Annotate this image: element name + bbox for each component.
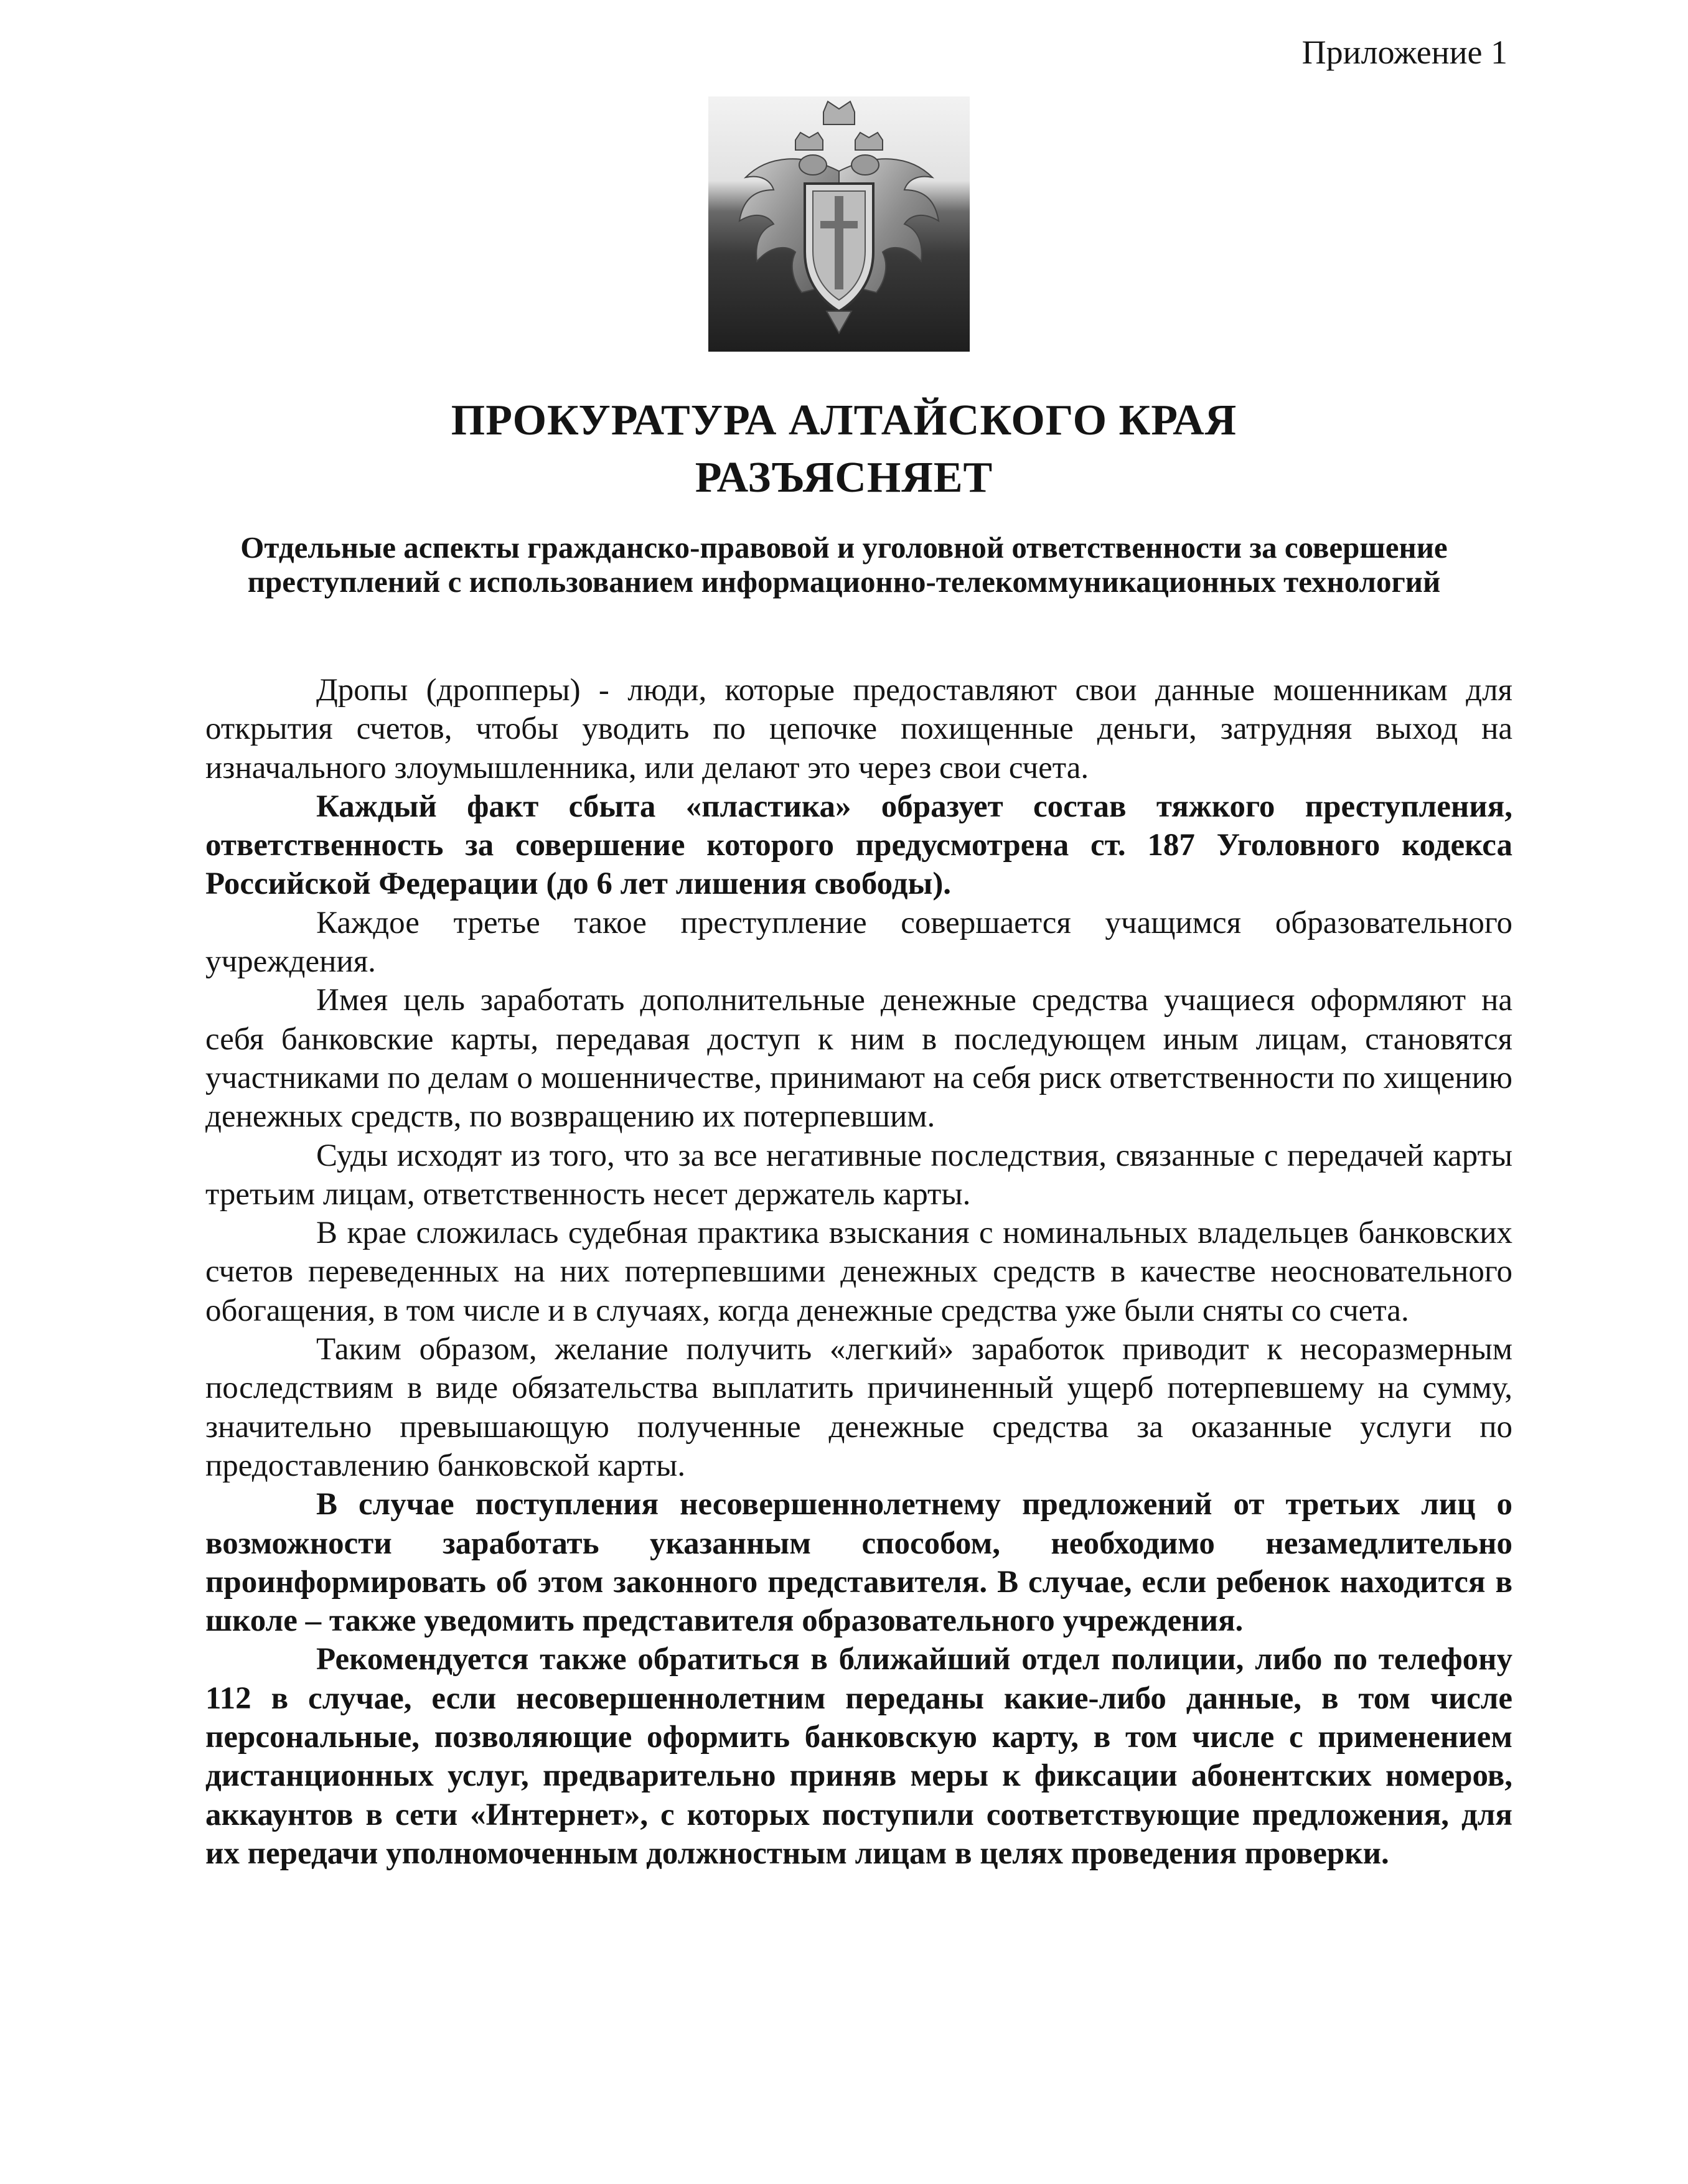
paragraph-consequences: Таким образом, желание получить «легкий» заработок приводит к несоразмерным последствиям в виде обязательства выплатить причиненный ущерб потерпевшему на сумму, значительно превышающую полученные денежные средства за оказанные услуги по предоставлению банковской карты.: [205, 1332, 1512, 1483]
paragraph-dropy-definition: Дропы (дропперы) - люди, которые предоставляют свои данные мошенникам для открытия счетов, чтобы уводить по цепочке похищенные деньги, затрудняя выход на изначального злоумышленника, или делают это через свои счета.: [205, 673, 1512, 785]
paragraph-students-share: Каждое третье такое преступление совершается учащимся образовательного учреждения.: [205, 905, 1512, 980]
paragraph-courts-position: Суды исходят из того, что за все негативные последствия, связанные с передачей карты третьим лицам, ответственность несет держатель карты.: [205, 1138, 1512, 1212]
paragraph-criminal-liability: Каждый факт сбыта «пластика» образует состав тяжкого преступления, ответственность за совершение которого предусмотрена ст. 187 Уголовного кодекса Российской Федерации (до 6 лет лишения свободы).: [205, 789, 1512, 902]
page-title: [187, 392, 1501, 507]
paragraph-contact-police: Рекомендуется также обратиться в ближайший отдел полиции, либо по телефону 112 в случае, если несовершеннолетним переданы какие-либо данные, в том числе персональные, позволяющие оформить банковскую карту, в том числе с применением дистанционных услуг, предварительно приняв меры к фиксации абонентских номеров, аккаунтов в сети «Интернет», с которых поступили соответствующие предложения, для их передачи уполномоченным должностным лицам в целях проведения проверки.: [205, 1642, 1512, 1871]
document-body: [205, 671, 1512, 1873]
appendix-label: Приложение 1: [1301, 34, 1507, 71]
paragraph-students-risk: Имея цель заработать дополнительные денежные средства учащиеся оформляют на себя банковские карты, передавая доступ к ним в последующем иным лицам, становятся участниками по делам о мошенничестве, принимают на себя риск ответственности по хищению денежных средств, по возвращению их потерпевшим.: [205, 983, 1512, 1135]
prosecutor-emblem-icon: [708, 96, 970, 352]
title-line-1: ПРОКУРАТУРА АЛТАЙСКОГО КРАЯ: [451, 396, 1237, 444]
subtitle: Отдельные аспекты гражданско-правовой и уголовной ответственности за совершение преступлений с использованием информационно-телекоммуникационных технологий: [240, 530, 1448, 599]
paragraph-inform-representative: В случае поступления несовершеннолетнему предложений от третьих лиц о возможности заработать указанным способом, необходимо незамедлительно проинформировать об этом законного представителя. В случае, если ребенок находится в школе – также уведомить представителя образовательного учреждения.: [205, 1487, 1512, 1639]
paragraph-judicial-practice: В крае сложилась судебная практика взыскания с номинальных владельцев банковских счетов переведенных на них потерпевшими денежных средств в качестве неосновательного обогащения, в том числе и в случаях, когда денежные средства уже были сняты со счета.: [205, 1216, 1512, 1328]
title-line-2: РАЗЪЯСНЯЕТ: [695, 454, 993, 502]
